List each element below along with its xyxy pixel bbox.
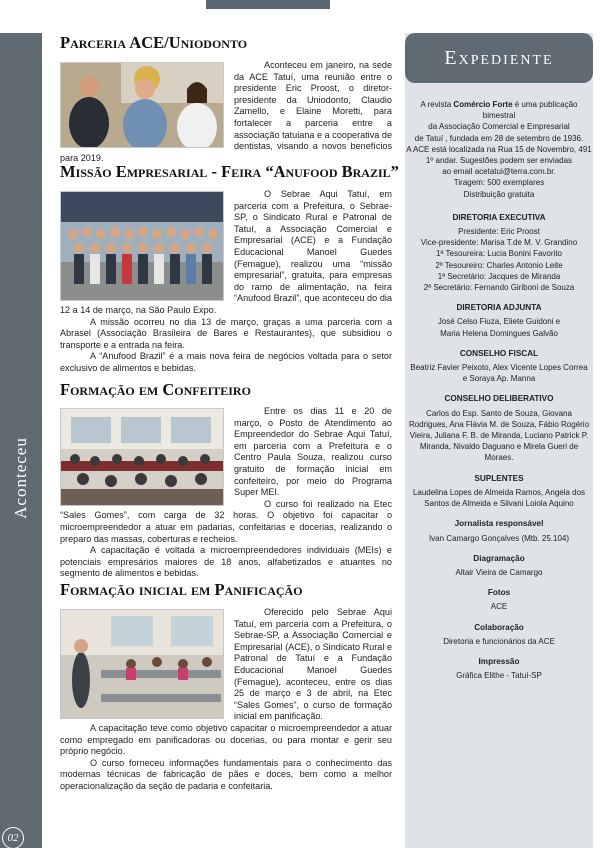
- expediente-content: [405, 99, 593, 690]
- intro-line-1: da Associação Comercial e Empresarial: [428, 122, 570, 132]
- article-body: Aconteceu em janeiro, na sede da ACE Tatuí, uma reunião entre o presidente Eric Proost, o diretor-presidente da Uniodonto, Claudio Zamello, e Elaine Moretti, para fortalecer a parceria entre a associação tatuiana e a cooperativa de dentistas, visando a novos benefícios para 2019.: [60, 60, 392, 163]
- diretoria-executiva: DIRETORIA EXECUTIVA Presidente: Eric Proost Vice-presidente: Marisa T.de M. V. Grandino 1ª Tesoureira: Lucia Bonini Favorito 2º Tesoureiro: Charles Antonio Leite 1ª Secretário: Jacques de Miranda 2ª Secretário: Fernando Giriboni de Souza: [420, 212, 578, 293]
- intro-line-0: A revista Comércio Forte é uma publicação bimestral: [420, 100, 578, 121]
- expediente-header: Expediente: [405, 33, 593, 83]
- diagramacao: Diagramação Altair Vieira de Camargo: [455, 553, 543, 577]
- colaboracao: Colaboração Diretoria e funcionários da ACE: [443, 622, 555, 646]
- bakery-class-photo: [60, 609, 224, 719]
- conselho-deliberativo: CONSELHO DELIBERATIVO Carlos do Esp. Santo de Souza, Giovana Rodrigues, Ana Flávia M. de Souza, Fábio Rogério Vieira, Juliana F. B. de Miranda, Luciano Patrick P. Miranda, Nivaldo Daguano e Mirela Gueri de Moraes.: [408, 394, 590, 463]
- diretoria-adjunta: DIRETORIA ADJUNTA José Celso Fiuza, Eliete Guidoni e Maria Helena Domingues Galvão: [437, 303, 561, 338]
- classroom-photo: [60, 408, 224, 506]
- article-title: Parceria ACE/Uniodonto: [60, 33, 248, 52]
- article-missao: [60, 162, 399, 375]
- meeting-photo: [60, 62, 224, 148]
- article-body: Entre os dias 11 e 20 de março, o Posto de Atendimento ao Empreendedor do Sebrae Aqui Tatuí, em parceria com a Prefeitura e o Centro Paula Souza, realizou curso gratuito de formação inicial em confeiteiro, por meio do Programa Super MEI. O curso foi realizado na Etec “Sales Gomes”, com carga de 32 horas. O objetivo foi capacitar o microempreendedor a atuar em padarias, confeitarias e docerias, realizando o preparo das massas, coberturas e recheios. A capacitação é voltada a microempreendedores individuais (MEIs) e potenciais empresários maiores de 18 anos, alfabetizados e atuantes no segmento de alimentos e bebidas.: [60, 406, 392, 579]
- jornalista: Jornalista responsável Ivan Camargo Gonçalves (Mtb. 25.104): [428, 519, 570, 543]
- article-title: Formação inicial em Panificação: [60, 580, 303, 599]
- intro-line-4: 1º andar. Sugestões podem ser enviadas: [425, 156, 573, 166]
- page-number: 02: [2, 827, 24, 848]
- conselho-fiscal: CONSELHO FISCAL Beatriz Favier Peixoto, Alex Vicente Lopes Correa e Soraya Ap. Manna: [410, 348, 588, 384]
- intro-line-6: Tiragem: 500 exemplares: [453, 178, 545, 188]
- top-bar: [206, 0, 330, 9]
- fotos: Fotos ACE: [487, 588, 511, 612]
- article-confeiteiro: [60, 380, 392, 580]
- article-body: O Sebrae Aqui Tatuí, em parceria com a Prefeitura, o Sebrae-SP, o Sindicato Rural e Patronal de Tatuí, a Associação Comercial e Empresarial (ACE) e a Fundação Educacional Manoel Guedes (Femague), realizou uma “missão empresarial”, gratuita, para empresas do ramo de alimentação, na feira “Anufood Brazil”, que aconteceu do dia 12 a 14 de março, na São Paulo Expo. A missão ocorreu no dia 13 de março, graças a uma parceria com a Abrasel (Associação Brasileira de Bares e Restaurantes), que subsidiou o transporte e a entrada na feira. A “Anufood Brazil” é a mais nova feira de negócios voltada para o setor exclusivo de alimentos e bebidas.: [60, 189, 392, 373]
- intro-line-3: A ACE está localizada na Rua 15 de Novembro, 491: [406, 144, 592, 154]
- group-photo: [60, 191, 224, 301]
- expediente-panel: [405, 33, 593, 848]
- intro-line-7: Distribuição gratuita: [463, 189, 535, 199]
- article-title: Formação em Confeiteiro: [60, 380, 251, 399]
- section-side-strip: [0, 33, 42, 848]
- impressao: Impressão Gráfica Elithe - Tatuí-SP: [456, 656, 542, 681]
- article-title: Missão Empresarial - Feira “Anufood Brazil”: [60, 162, 399, 181]
- article-body: Oferecido pelo Sebrae Aqui Tatuí, em parceria com a Prefeitura, o Sebrae-SP, a Associação Comercial e Empresarial (ACE), o Sindicato Rural e Patronal de Tatuí e a Fundação Educacional Manoel Guedes (Femague), aconteceu, entre os dias 25 de março e 3 de abril, na Etec “Sales Gomes”, o curso de formação inicial em panificação. A capacitação teve como objetivo capacitar o microempreendedor a atuar como empregado em panificadoras ou docerias, ou para montar e gerir seu próprio negócio. O curso forneceu informações fundamentais para o conhecimento das modernas técnicas de fabricação de pães e doces, bem como a melhor operacionalização da seção de padaria e confeitaria.: [60, 607, 392, 791]
- expediente-intro: [405, 99, 593, 200]
- suplentes: SUPLENTES Laudelina Lopes de Almeida Ramos, Angela dos Santos de Almeida e Silvani Loiola Aquino: [412, 473, 586, 509]
- article-panificacao: [60, 580, 392, 793]
- article-parceria: [60, 33, 392, 164]
- intro-line-5: ao email acetatui@terra.com.br.: [442, 167, 556, 177]
- section-label: Aconteceu: [11, 437, 30, 519]
- intro-line-2: de Tatuí , fundada em 28 de setembro de 1936.: [414, 133, 584, 143]
